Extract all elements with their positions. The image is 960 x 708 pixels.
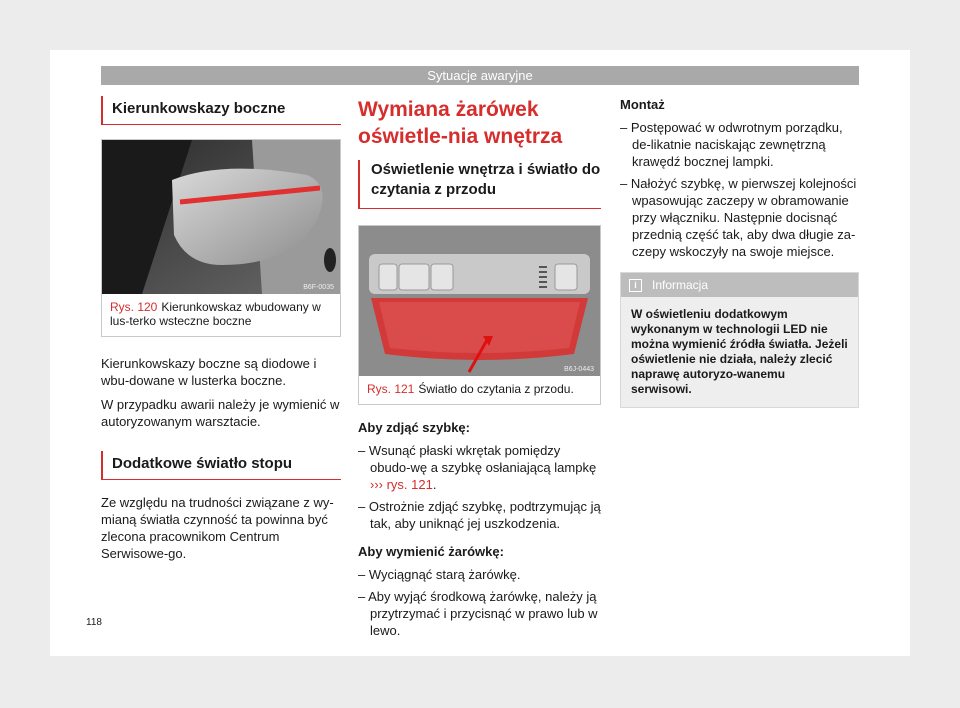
list-item: – Postępować w odwrotnym porządku, de-likatnie naciskając zewnętrzną krawędź bocznej lampki.	[620, 119, 859, 170]
paragraph: Kierunkowskazy boczne są diodowe i wbu-dowane w lusterka boczne.	[101, 356, 317, 388]
figure-label: Rys. 121	[367, 382, 415, 396]
list-item-text: Wsunąć płaski wkrętak pomiędzy obudo-wę a szybkę osłaniającą lampkę	[368, 443, 597, 475]
section-title-turn-signals: Kierunkowskazy boczne	[101, 96, 341, 125]
figure-caption-text: Kierunkowskaz wbudowany w lus-terko wsteczne boczne	[110, 300, 321, 328]
list-item: – Wsunąć płaski wkrętak pomiędzy obudo-wę a szybkę osłaniającą lampkę ››› rys. 121.	[358, 442, 601, 493]
list-item: – Wyciągnąć starą żarówkę.	[358, 566, 601, 583]
middle-column	[358, 96, 601, 644]
figure-code: B6F-0035	[303, 284, 334, 291]
figure-caption	[102, 294, 340, 336]
right-column	[620, 96, 859, 408]
list-item: – Nałożyć szybkę, w pierwszej kolejności wpasowując zaczepy w obramowanie przy włączniku. Następnie docisnąć przednią część tak, aby dwa długie za-czepy wskoczyły na swoje miejsce.	[620, 175, 859, 260]
figure-caption-text: Światło do czytania z przodu.	[418, 382, 574, 396]
list-item: – Aby wyjąć środkową żarówkę, należy ją przytrzymać i przycisnąć w prawo lub w lewo.	[358, 588, 601, 639]
figure-caption	[359, 376, 600, 404]
paragraph: Ze względu na trudności związane z wy-mianą światła czynność ta powinna być zlecona pracownikom Centrum Serwisowe-go.	[101, 495, 334, 561]
figure-reference-link[interactable]: ››› rys. 121	[370, 477, 433, 492]
info-header	[621, 273, 858, 297]
page-title: Wymiana żarówek oświetle-nia wnętrza	[358, 98, 563, 148]
list-item: – Ostrożnie zdjąć szybkę, podtrzymując ją tak, aby uniknąć jej uszkodzenia.	[358, 498, 601, 532]
assembly-heading: Montaż	[620, 97, 665, 112]
info-icon: i	[629, 279, 642, 292]
figure-label: Rys. 120	[110, 300, 158, 314]
figure-120	[101, 139, 341, 337]
subsection-title: Oświetlenie wnętrza i światło do czytania z przodu	[358, 160, 601, 209]
left-column	[101, 96, 341, 569]
instruction-heading: Aby zdjąć szybkę:	[358, 420, 470, 435]
info-text: W oświetleniu dodatkowym wykonanym w technologii LED nie można wymienić źródła światła. Jeżeli oświetlenie nie działa, należy zlecić naprawę autoryzo-wanemu serwisowi.	[631, 307, 848, 396]
section-title-brake-light: Dodatkowe światło stopu	[101, 451, 341, 480]
chapter-header: Sytuacje awaryjne	[101, 66, 859, 85]
replacement-steps	[358, 566, 601, 639]
reading-light-image	[359, 226, 600, 376]
figure-code: B6J-0443	[564, 366, 594, 373]
figure-121	[358, 225, 601, 405]
removal-steps	[358, 442, 601, 532]
assembly-steps	[620, 119, 859, 260]
instruction-heading: Aby wymienić żarówkę:	[358, 544, 504, 559]
info-box	[620, 272, 859, 408]
info-heading: Informacja	[652, 278, 709, 292]
mirror-image	[102, 140, 340, 294]
paragraph: W przypadku awarii należy je wymienić w autoryzowanym warsztacie.	[101, 397, 340, 429]
page-number: 118	[86, 617, 102, 628]
